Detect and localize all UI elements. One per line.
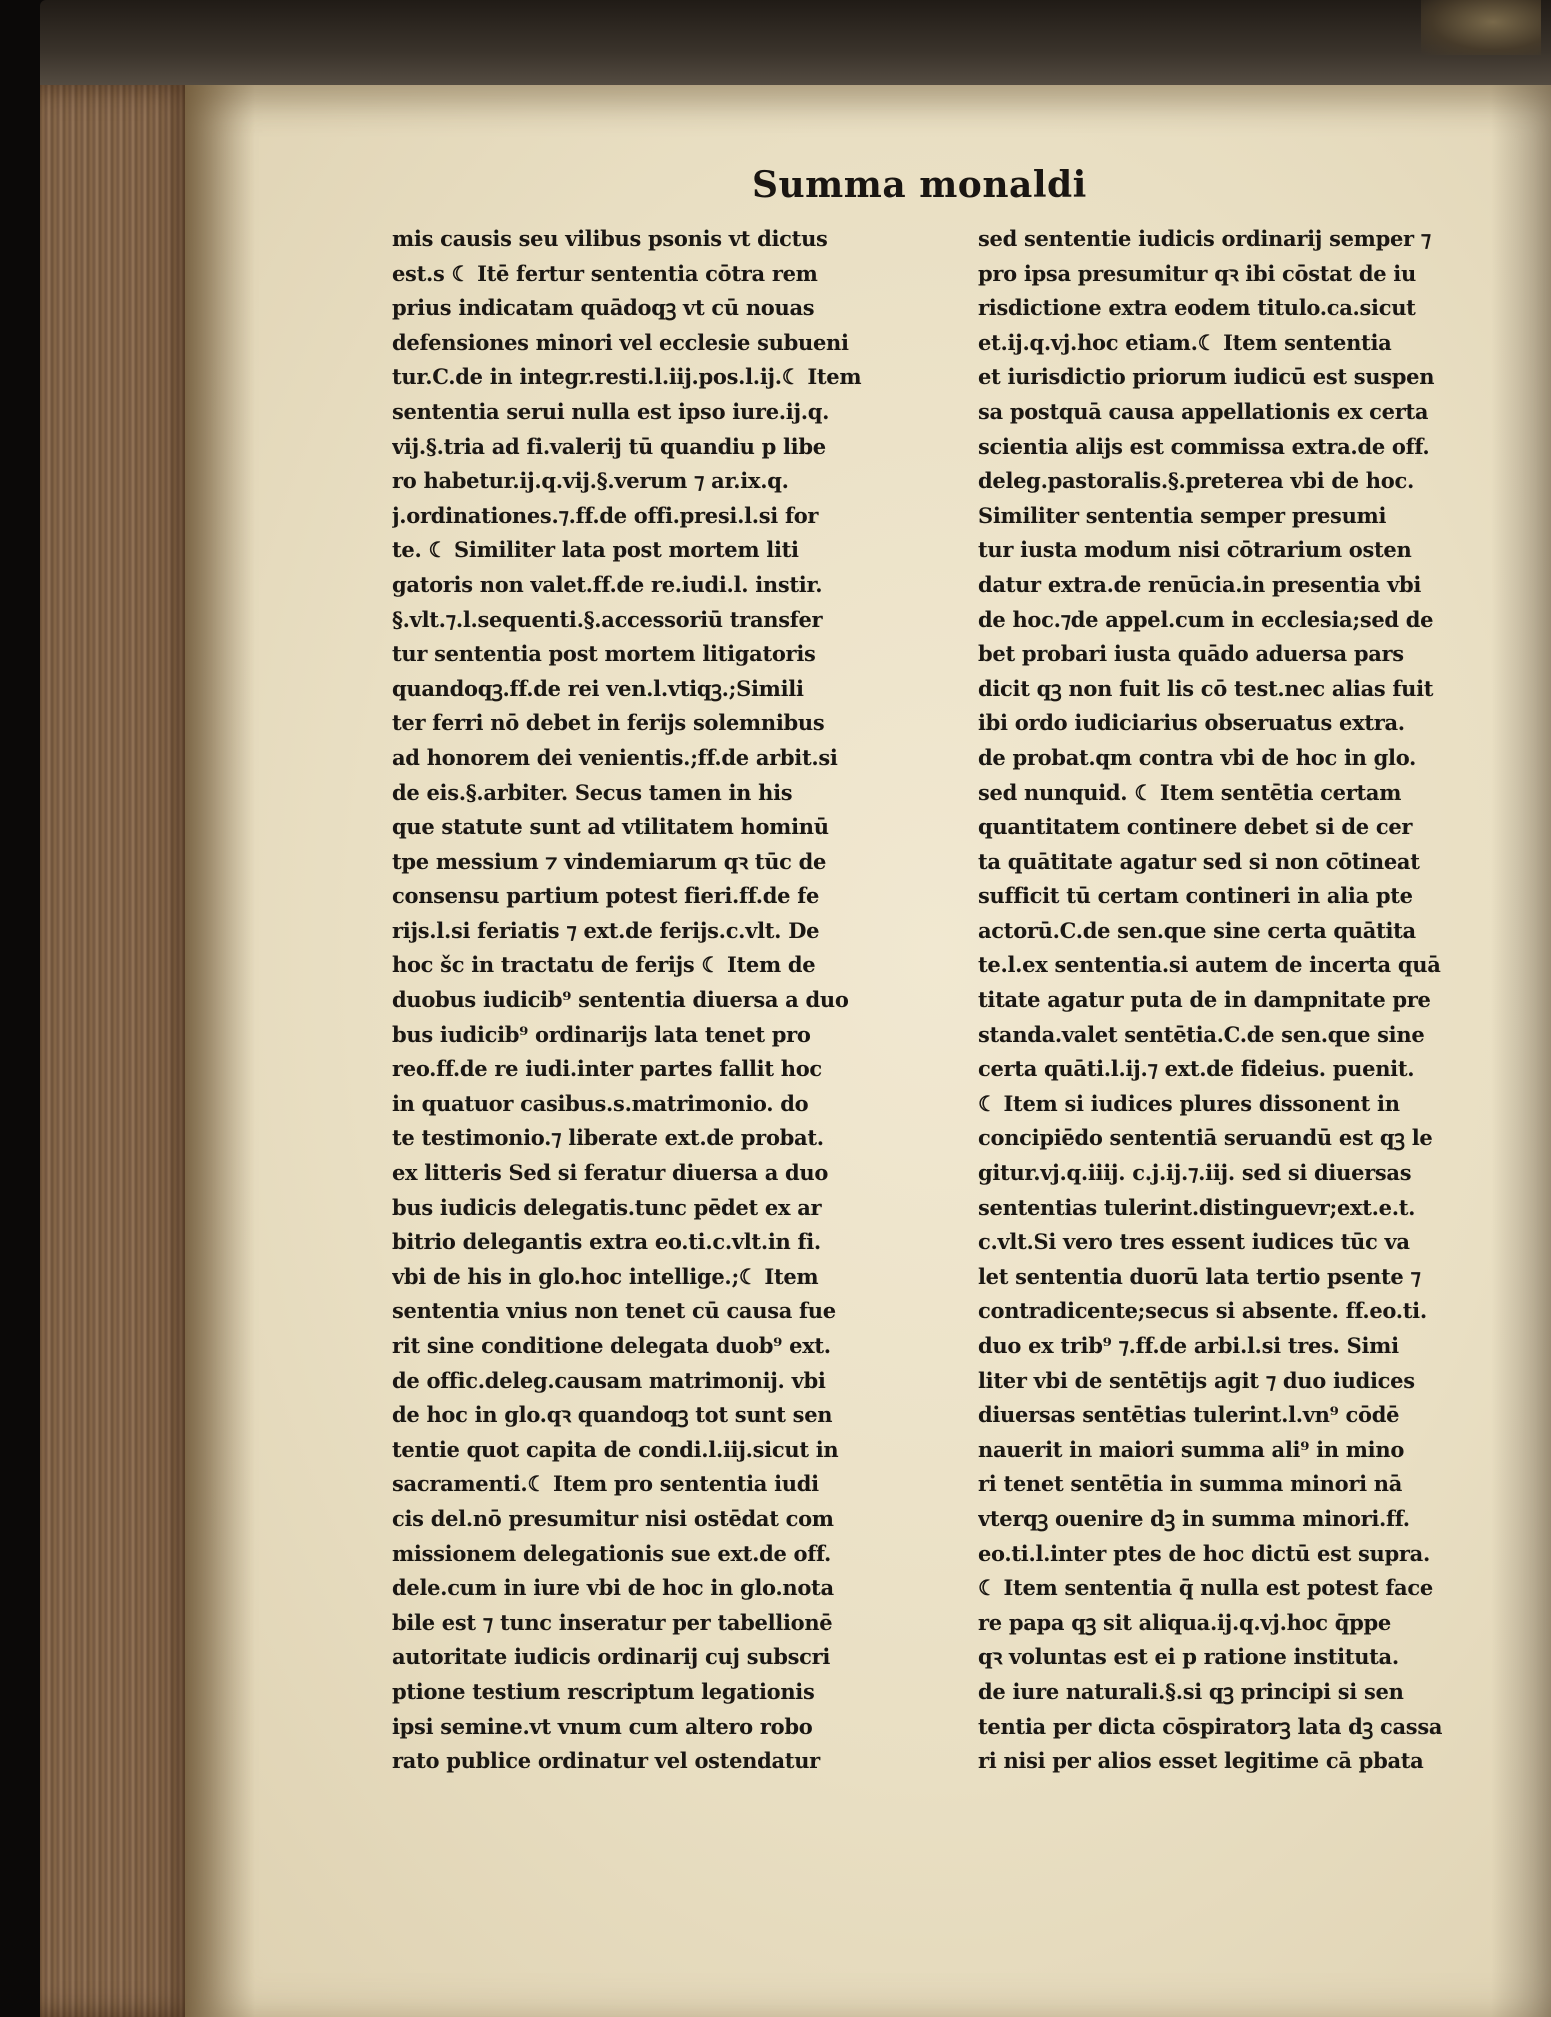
text-line: risdictione extra eodem titulo.ca.sicut [978,295,1416,321]
text-line: Similiter sententia semper presumi [978,502,1387,528]
text-line: defensiones minori vel ecclesie subueni [392,329,849,355]
text-line: re papa qꝫ sit aliqua.ij.q.vj.hoc q̄ppe [978,1609,1391,1635]
text-line: contradicente;secus si absente. ff.eo.ti. [978,1298,1427,1324]
text-line: deleg.pastoralis.§.preterea vbi de hoc. [978,468,1414,494]
text-line: titate agatur puta de in dampnitate pre [978,987,1431,1013]
text-line: te. ☾ Similiter lata post mortem liti [392,537,799,563]
text-line: pro ipsa presumitur qꝛ ibi cōstat de iu [978,260,1416,286]
text-line: ri tenet sentētia in summa minori nā [978,1471,1403,1497]
text-line: tentie quot capita de condi.l.iij.sicut in [392,1436,839,1462]
text-line: reo.ff.de re iudi.inter partes fallit hoc [392,1056,822,1082]
text-line: §.vlt.⁊.l.sequenti.§.accessoriū transfer [392,606,823,632]
text-line: actorū.C.de sen.que sine certa quātita [978,917,1416,943]
text-line: que statute sunt ad vtilitatem hominū [392,814,829,840]
text-line: cis del.nō presumitur nisi ostēdat com [392,1505,834,1531]
text-line: ipsi semine.vt vnum cum altero robo [392,1713,813,1739]
text-line: duobus iudicib⁹ sententia diuersa a duo [392,987,849,1013]
text-line: concipiēdo sententiā seruandū est qꝫ le [978,1125,1433,1151]
text-line: ex litteris Sed si feratur diuersa a duo [392,1160,829,1186]
text-line: de offic.deleg.causam matrimonij. vbi [392,1367,826,1393]
text-line: tur.C.de in integr.resti.l.iij.pos.l.ij.☾ Item [392,364,862,390]
text-line: bus iudicis delegatis.tunc pēdet ex ar [392,1194,822,1220]
text-line: qꝛ voluntas est ei p ratione instituta. [978,1644,1399,1670]
text-line: vbi de his in glo.hoc intellige.;☾ Item [392,1263,819,1289]
text-line: sed sententie iudicis ordinarij semper ⁊ [978,226,1431,251]
binding-ornament [1421,0,1541,55]
text-line: rit sine conditione delegata duob⁹ ext. [392,1333,831,1358]
text-line: sententia vnius non tenet cū causa fue [392,1298,836,1324]
text-line: de hoc.⁊de appel.cum in ecclesia;sed de [978,606,1434,632]
text-line: sufficit tū certam contineri in alia pte [978,883,1413,909]
text-line: de hoc in glo.qꝛ quandoqꝫ tot sunt sen [392,1402,833,1428]
text-line: ☾ Item si iudices plures dissonent in [978,1090,1400,1116]
text-line: ta quātitate agatur sed si non cōtineat [978,848,1420,874]
text-line: gatoris non valet.ff.de re.iudi.l. instir. [392,571,823,597]
text-line: quantitatem continere debet si de cer [978,814,1413,840]
text-line: datur extra.de renūcia.in presentia vbi [978,571,1422,597]
text-line: bet probari iusta quādo aduersa pars [978,641,1404,667]
text-line: tentia per dicta cōspiratorꝫ lata dꝫ cassa [978,1713,1443,1739]
text-line: sa postquā causa appellationis ex certa [978,398,1429,424]
text-column-left [392,222,952,1779]
text-line: bitrio delegantis extra eo.ti.c.vlt.in fi. [392,1229,821,1255]
text-line: dicit qꝫ non fuit lis cō test.nec alias fuit [978,675,1434,701]
text-line: sacramenti.☾ Item pro sententia iudi [392,1471,819,1497]
text-line: ☾ Item sententia q̄ nulla est potest face [978,1575,1433,1601]
text-column-right [978,222,1533,1779]
running-head: Summa monaldi [752,164,1087,206]
text-line: ad honorem dei venientis.;ff.de arbit.si [392,744,838,770]
page-block-fore-edge [40,85,200,2017]
text-line: te.l.ex sententia.si autem de incerta quā [978,952,1441,978]
text-line: diuersas sentētias tulerint.l.vn⁹ cōdē [978,1402,1400,1428]
text-line: standa.valet sentētia.C.de sen.que sine [978,1021,1425,1047]
text-line: bile est ⁊ tunc inseratur per tabellionē [392,1609,833,1635]
text-line: prius indicatam quādoqꝫ vt cū nouas [392,295,815,321]
text-line: rato publice ordinatur vel ostendatur [392,1748,820,1774]
text-line: ro habetur.ij.q.vij.§.verum ⁊ ar.ix.q. [392,468,789,494]
text-line: vij.§.tria ad fi.valerij tū quandiu p libe [392,433,826,459]
text-line: autoritate iudicis ordinarij cuj subscri [392,1644,831,1670]
text-line: sententias tulerint.distinguevr;ext.e.t. [978,1194,1416,1220]
text-line: consensu partium potest fieri.ff.de fe [392,883,820,909]
text-line: et iurisdictio priorum iudicū est suspen [978,364,1435,390]
text-line: tur sententia post mortem litigatoris [392,641,816,667]
text-line: nauerit in maiori summa ali⁹ in mino [978,1436,1405,1462]
text-line: te testimonio.⁊ liberate ext.de probat. [392,1125,824,1151]
text-line: j.ordinationes.⁊.ff.de offi.presi.l.si for [392,502,819,528]
text-line: est.s ☾ Itē fertur sententia cōtra rem [392,260,818,286]
text-line: ibi ordo iudiciarius obseruatus extra. [978,710,1405,736]
text-line: mis causis seu vilibus psonis vt dictus [392,226,828,251]
text-line: tpe messium ⁊ vindemiarum qꝛ tūc de [392,848,827,874]
text-line: c.vlt.Si vero tres essent iudices tūc va [978,1229,1410,1255]
text-line: tur iusta modum nisi cōtrarium osten [978,537,1412,563]
text-line: missionem delegationis sue ext.de off. [392,1540,831,1566]
text-line: sed nunquid. ☾ Item sentētia certam [978,779,1402,805]
text-line: duo ex trib⁹ ⁊.ff.de arbi.l.si tres. Simi [978,1333,1399,1358]
text-line: certa quāti.l.ij.⁊ ext.de fideius. puenit. [978,1056,1415,1082]
text-line: gitur.vj.q.iiij. c.j.ij.⁊.iij. sed si diuersas [978,1160,1412,1186]
text-line: ri nisi per alios esset legitime cā pbata [978,1748,1424,1774]
book-top-edge [40,0,1551,95]
text-line: bus iudicib⁹ ordinarijs lata tenet pro [392,1021,811,1047]
text-line: eo.ti.l.inter ptes de hoc dictū est supra. [978,1540,1430,1566]
text-line: let sententia duorū lata tertio psente ⁊ [978,1263,1421,1289]
text-line: ptione testium rescriptum legationis [392,1678,815,1704]
text-line: sententia serui nulla est ipso iure.ij.q. [392,398,830,424]
text-line: in quatuor casibus.s.matrimonio. do [392,1090,809,1116]
text-line: vterqꝫ ouenire dꝫ in summa minori.ff. [978,1505,1410,1531]
text-line: de eis.§.arbiter. Secus tamen in his [392,779,793,805]
text-line: quandoqꝫ.ff.de rei ven.l.vtiqꝫ.;Simili [392,675,804,701]
text-line: dele.cum in iure vbi de hoc in glo.nota [392,1575,834,1601]
text-line: de probat.qm contra vbi de hoc in glo. [978,744,1417,770]
text-line: scientia alijs est commissa extra.de off. [978,433,1430,459]
text-line: de iure naturali.§.si qꝫ principi si sen [978,1678,1404,1704]
text-line: ter ferri nō debet in ferijs solemnibus [392,710,825,736]
text-line: hoc šc in tractatu de ferijs ☾ Item de [392,952,816,978]
text-line: et.ij.q.vj.hoc etiam.☾ Item sententia [978,329,1392,355]
text-line: rijs.l.si feriatis ⁊ ext.de ferijs.c.vlt. De [392,917,820,943]
text-line: liter vbi de sentētijs agit ⁊ duo iudices [978,1367,1415,1393]
